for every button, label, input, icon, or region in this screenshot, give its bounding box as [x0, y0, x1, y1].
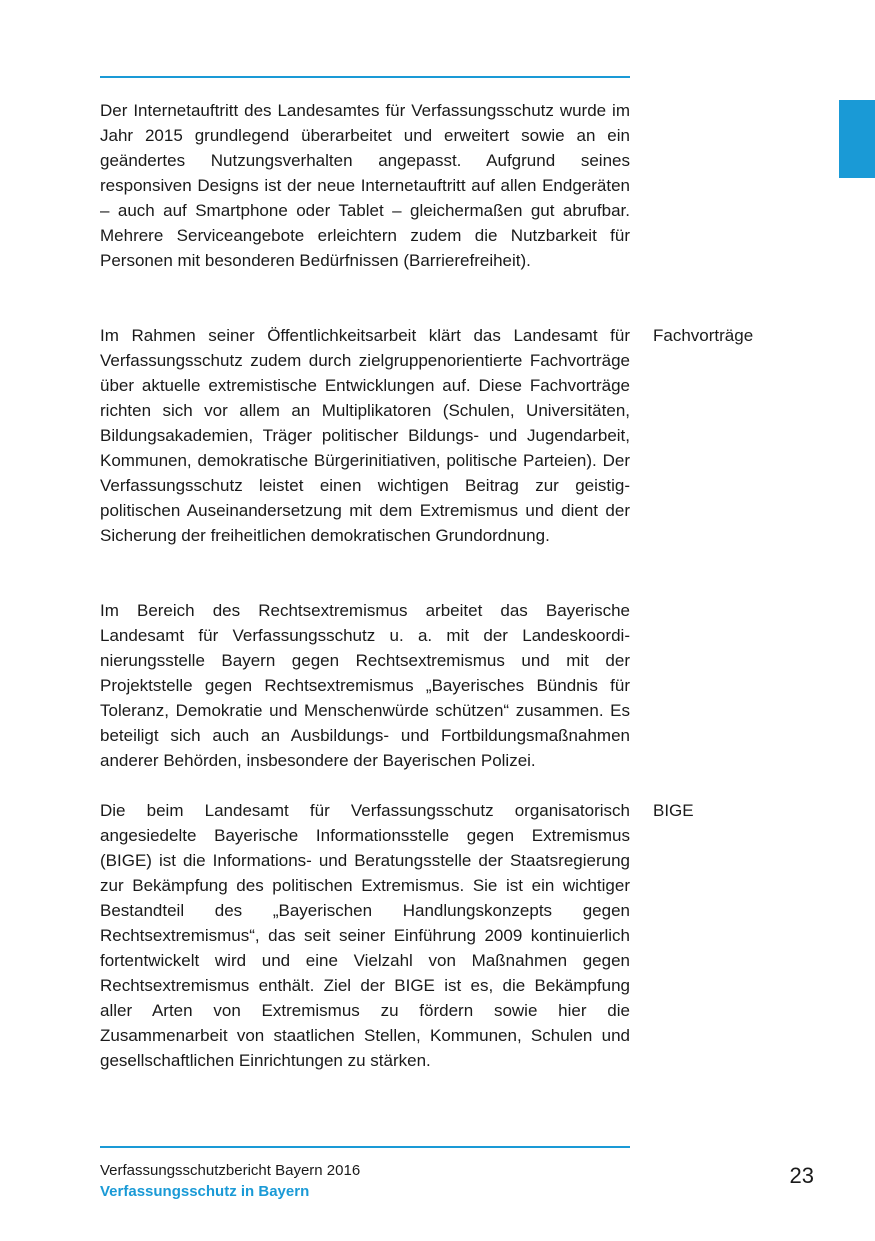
- paragraph-lectures: Im Rahmen seiner Öffentlichkeitsarbeit klärt das Landesamt für Verfassungsschutz zudem durch zielgruppenorientierte Fachvorträge über aktuelle extremistische Entwicklungen auf. Diese Fachvorträge richten sich vor allem an Multiplikatoren (Schulen, Universitäten, Bildungsakademien, Träger politischer Bildungs- und Jugendarbeit, Kommunen, demokratische Bürgerinitiativen, politische Parteien). Der Verfassungsschutz leistet einen wichtigen Beitrag zur geistig-politischen Auseinandersetzung mit dem Extremismus und dient der Sicherung der freiheitlichen demokratischen Grundordnung.: [100, 326, 630, 545]
- bottom-divider: [100, 1146, 630, 1148]
- margin-note-fachvortraege: Fachvorträge: [653, 326, 754, 345]
- footer-report-title: Verfassungsschutzbericht Bayern 2016: [100, 1162, 361, 1179]
- paragraph-bige: Die beim Landesamt für Verfassungsschutz organisatorisch angesiedelte Bayerische Informationsstelle gegen Extremismus (BIGE) ist die Informations- und Beratungsstelle der Staatsregierung zur Bekämpfung des politischen Extremismus. Sie ist ein wichtiger Bestandteil des „Bayerischen Handlungskonzepts gegen Rechtsextremismus“, das seit seiner Einführung 2009 kontinuierlich fortentwickelt wird und eine Vielzahl von Maßnahmen gegen Rechtsextremismus enthält. Ziel der BIGE ist es, die Bekämpfung aller Arten von Extremismus zu fördern sowie hier die Zusammenarbeit von staatlichen Stellen, Kommunen, Schulen und gesellschaftlichen Einrichtungen zu stärken.: [100, 801, 630, 1070]
- chapter-tab-marker: [839, 100, 875, 178]
- paragraph-internet-presence: Der Internetauftritt des Landesamtes für Verfassungsschutz wurde im Jahr 2015 grundlegend überarbeitet und erweitert sowie an ein geändertes Nutzungsverhalten angepasst. Aufgrund seines responsiven Designs ist der neue Internetauftritt auf allen Endgeräten – auch auf Smartphone oder Tablet – gleichermaßen gut abrufbar. Mehrere Serviceangebote erleichtern zudem die Nutzbarkeit für Personen mit besonderen Bedürfnissen (Barrierefreiheit).: [100, 101, 630, 270]
- footer-section-title: Verfassungsschutz in Bayern: [100, 1183, 310, 1200]
- top-divider: [100, 76, 630, 78]
- page-number: 23: [789, 1163, 814, 1188]
- paragraph-right-wing-extremism: Im Bereich des Rechtsextremismus arbeitet das Bayerische Landesamt für Verfassungsschutz u. a. mit der Landeskoordinierungsstelle Bayern gegen Rechtsextremismus und mit der Projektstelle gegen Rechtsextremismus „Bayerisches Bündnis für Toleranz, Demokratie und Menschenwürde schützen“ zusammen. Es beteiligt sich auch an Ausbildungs- und Fortbildungsmaßnahmen anderer Behörden, insbesondere der Bayerischen Polizei.: [100, 601, 630, 770]
- margin-note-bige: BIGE: [653, 801, 694, 820]
